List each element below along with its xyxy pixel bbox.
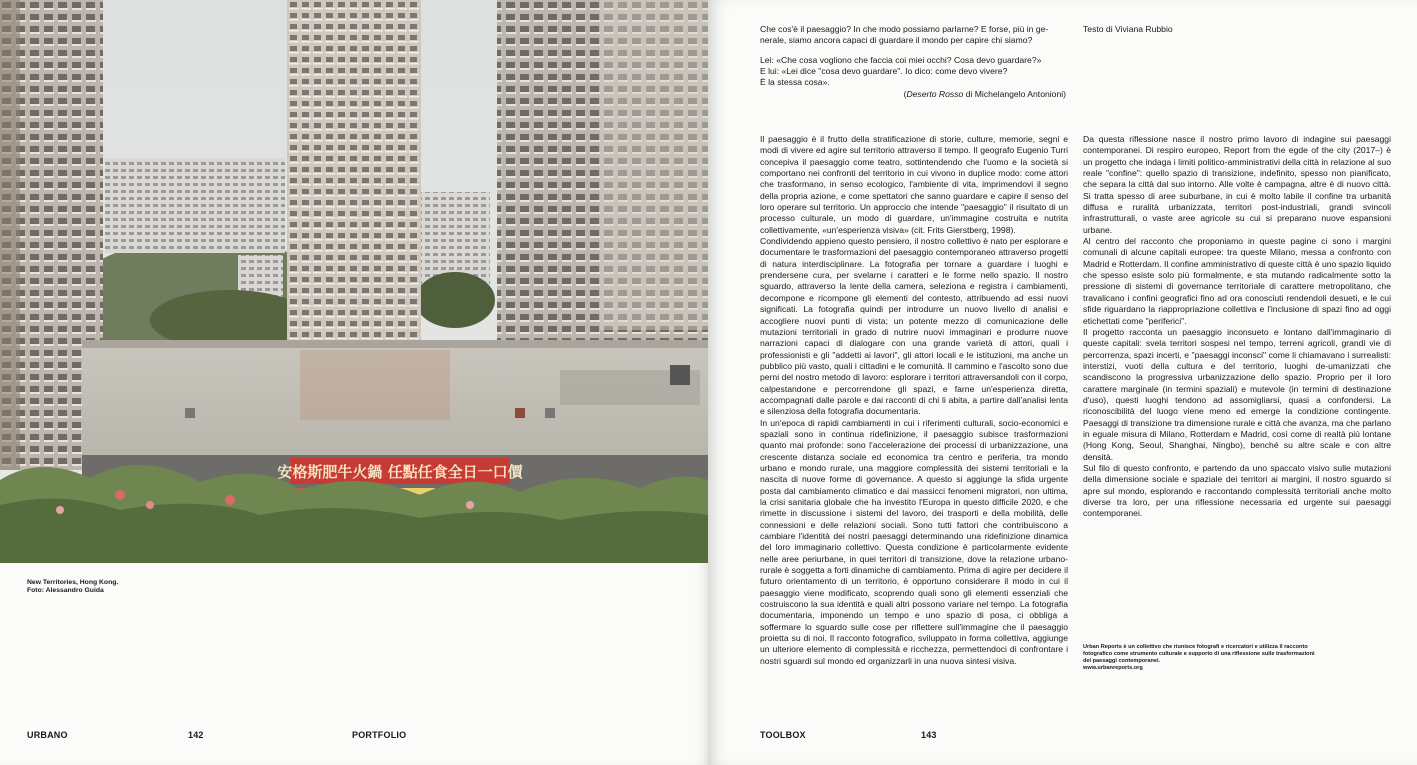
- quote-line: nerale, siamo ancora capaci di guardare il mondo per capire chi siamo?: [760, 35, 1033, 46]
- svg-text:安格斯肥牛火鍋 任點任食全日一口價: 安格斯肥牛火鍋 任點任食全日一口價: [277, 463, 523, 481]
- page-number-right: 143: [921, 730, 937, 740]
- caption-location: New Territories, Hong Kong.: [27, 579, 119, 586]
- caption-credit: Foto: Alessandro Guida: [27, 587, 104, 594]
- left-page: [0, 0, 708, 765]
- film-director: di Michelangelo Antonioni): [963, 88, 1066, 99]
- note-line: Urban Reports è un collettivo che riunisce fotografi e ricercatori e utilizza il racconto: [1083, 644, 1308, 650]
- photo-new-territories-hong-kong: [0, 0, 708, 563]
- center-tower: [287, 0, 421, 340]
- body-paragraph: In un'epoca di rapidi cambiamenti in cui i riferimenti culturali, socio-economici e spaziali sono in continua ridefinizione, il paesaggio subisce trasformazioni quanto mai profonde: sono l'accelerazione dei processi di urbanizzazione, una crescente distanza sociale ed economica tra centro e periferia, tra mondo urbano e mondo rurale, una maggiore complessità dei sistemi territoriali e la nascita di nuove forme di governance. A questo si aggiunge la sfida urgente posta dal cambiamento climatico e dai massicci fenomeni migratori, non ultima, la crisi sanitaria globale che ha investito l'Europa in questo difficile 2020, e che rimette in discussione i sistemi del lavoro, dei trasporti e della mobilità, delle connessioni e delle relazioni sociali. Sono tutti fattori che contribuiscono a cambiare l'identità dei nostri paesaggi determinando una ridefinizione dinamica del loro immaginario collettivo. Questa condizione è particolarmente evidente nelle aree periurbane, in quei territori di transizione, dove la relazione urbano-rurale è soggetta a forti dinamiche di cambiamento. Prima di agire per decidere il futuro orientamento di un territorio, è opportuno considerare il modo in cui il paesaggio viene modificato, scoprendo quali sono gli elementi essenziali che costruiscono la sua identità e quali altri possono variare nel tempo. La fotografia documentaria, imponendo un tempo e uno spazio di posa, ci obbliga a soffermare lo sguardo sulle cose per riflettere sull'immagine che il paesaggio proietta su di noi. Il racconto fotografico, sviluppato in forma collettiva, aggiunge un ulteriore elemento di complessità e ricchezza, permettendoci di confrontare i nostri sguardi sul mondo ed organizzarli in una nuova sintesi visiva.: [760, 417, 1068, 666]
- note-line: fotografico come strumento culturale e supporto di una riflessione sulle trasformazioni: [1083, 651, 1315, 657]
- body-column-1: [760, 134, 1068, 667]
- quote-line: E lui: «Lei dice "cosa devo guardare". Io dico: come devo vivere?: [760, 66, 1008, 77]
- website-url: www.urbanreports.org: [1083, 665, 1143, 671]
- footer-label-portfolio: PORTFOLIO: [352, 730, 407, 740]
- body-column-2: [1083, 134, 1391, 520]
- footer-section-right: TOOLBOX: [760, 730, 806, 740]
- film-title: Deserto Rosso: [906, 88, 964, 99]
- body-paragraph: Il progetto racconta un paesaggio inconsueto e lontano dall'immaginario di queste capitali: svela territori sospesi nel tempo, terreni agricoli, grandi vie di percorrenza, spazi incerti, e "paesaggi inconsci" come li chiamavano i surrealisti: interstizi, vuoti della cultura e del territorio, luoghi de-umanizzati che scandiscono la progressiva urbanizzazione dello spazio. Proprio per il loro carattere marginale (in termini spaziali) e mutevole (in termini di destinazione d'uso), questi luoghi tendono ad assomigliarsi, quasi a confondersi. La riconoscibilità del luogo viene meno ed emerge la condizione contingente. Paesaggi di transizione tra dimensione rurale e città che avanza, ma che parlano in eguale misura di Milano, Rotterdam e Madrid, così come di realtà più lontane (Hong Kong, Seoul, Shanghai, Ningbo), benché su altre scale e con altre densità.: [1083, 326, 1391, 462]
- opening-quote: [760, 24, 1066, 100]
- note-line: dei paesaggi contemporanei.: [1083, 658, 1161, 664]
- body-paragraph: Al centro del racconto che proponiamo in queste pagine ci sono i margini comunali di alcune capitali europee: tra queste Milano, messa a confronto con Madrid e Rotterdam. Il confine amministrativo di queste città è uno spazio liquido che spesso esiste solo più formalmente, e sta mutando radicalmente sotto la pressione di sistemi di governance territoriale di carattere metropolitano, che travalicano i confini geografici fino ad ora conosciuti rendendoli desueti, e le cui sfide riguardano la riappropriazione collettiva e l'inclusione di spazi fino ad oggi etichettati come "periferici".: [1083, 236, 1391, 326]
- distant-towers: [105, 158, 285, 253]
- collective-note: [1083, 644, 1363, 672]
- body-paragraph: Il paesaggio è il frutto della stratificazione di storie, culture, memorie, segni e modi di vivere ed agire sul territorio attraverso il tempo. Il geografo Eugenio Turri concepiva il paesaggio come teatro, sottintendendo che l'uomo e la società si comportano nei confronti del territorio in cui vivono in duplice modo: come attori che trasformano, in senso ecologico, l'ambiente di vita, imprimendovi il segno della propria azione, e come spettatori che sanno guardare e capire il senso del loro operare sul territorio. Un approccio che intende "paesaggio" il risultato di un processo culturale, un modo di guardare, un'immagine costruita e nutrita collettivamente, «un'esperienza visiva» (cit. Frits Gierstberg, 1998).: [760, 134, 1068, 235]
- author-credit: Testo di Viviana Rubbio: [1083, 24, 1173, 34]
- quote-line: Lei: «Che cosa vogliono che faccia coi miei occhi? Cosa devo guardare?»: [760, 54, 1042, 65]
- body-paragraph: Da questa riflessione nasce il nostro primo lavoro di indagine sui paesaggi contemporanei. Di respiro europeo, Report from the egde of the city (2017–) è un progetto che indaga i limiti politico-amministrativi della città in relazione al suo reale "confine": quello spazio di transizione, indefinito, spesso non pianificato, che separa la città dal suo intorno. Alle volte è campagna, altre è di nuovo città. Si tratta spesso di aree suburbane, in cui è molto labile il confine tra urbanità diffusa e ruralità urbanizzata, territori post-industriali, grandi svincoli infrastrutturali, o vaste aree agricole su cui si preparano nuove espansioni urbane.: [1083, 134, 1391, 235]
- quote-line: Che cos'è il paesaggio? In che modo possiamo parlarne? E forse, più in ge-: [760, 24, 1049, 34]
- photo-caption: [27, 579, 118, 595]
- footer-section-left: URBANO: [27, 730, 68, 740]
- quote-line: È la stessa cosa».: [760, 77, 830, 88]
- page-number-left: 142: [188, 730, 204, 740]
- quote-attribution: (Deserto Rosso di Michelangelo Antonioni): [903, 88, 1066, 99]
- body-paragraph: Condividendo appieno questo pensiero, il nostro collettivo è nato per esplorare e documentare le trasformazioni del paesaggio contemporaneo attraverso progetti di natura interdisciplinare. La fotografia per tornare a guardare i luoghi e prendersene cura, per svelarne i caratteri e le forme nello spazio. Il nostro sguardo, attraverso la lente della camera, seleziona e registra i cambiamenti, decompone e ricompone gli elementi del contesto, attribuendo ad essi nuovi significati. La fotografia quindi per introdurre un nuovo livello di analisi e accogliere nuovi punti di vista; un potente mezzo di comunicazione delle mutazioni territoriali in grado di nutrire nuovi immaginari e produrre nuove narrazioni capaci di dialogare con una grande varietà di attori, quali i professionisti e gli "addetti ai lavori", gli attori locali e le istituzioni, ma anche un pubblico più vasto, quali i cittadini e le comunità. Il cammino e l'ascolto sono due perni del nostro metodo di lavoro: esplorare i territori attraversandoli con il corpo, calpestandone e percorrendone gli spazi, e farne un'esperienza diretta, accompagnati dalle parole e dai racconti di chi li abita, a partire dall'analisi lenta e silenziosa della fotografia documentaria.: [760, 236, 1068, 417]
- body-paragraph: Sul filo di questo confronto, e partendo da uno spaccato visivo sulle mutazioni della dimensione sociale e spaziale dei territori ai margini, il nostro sguardo si apre sul mondo, esplorando e raccontando complessità territoriali anche molto diverse tra loro, per una riflessione necessaria ed urgente sui paesaggi contemporanei.: [1083, 462, 1391, 519]
